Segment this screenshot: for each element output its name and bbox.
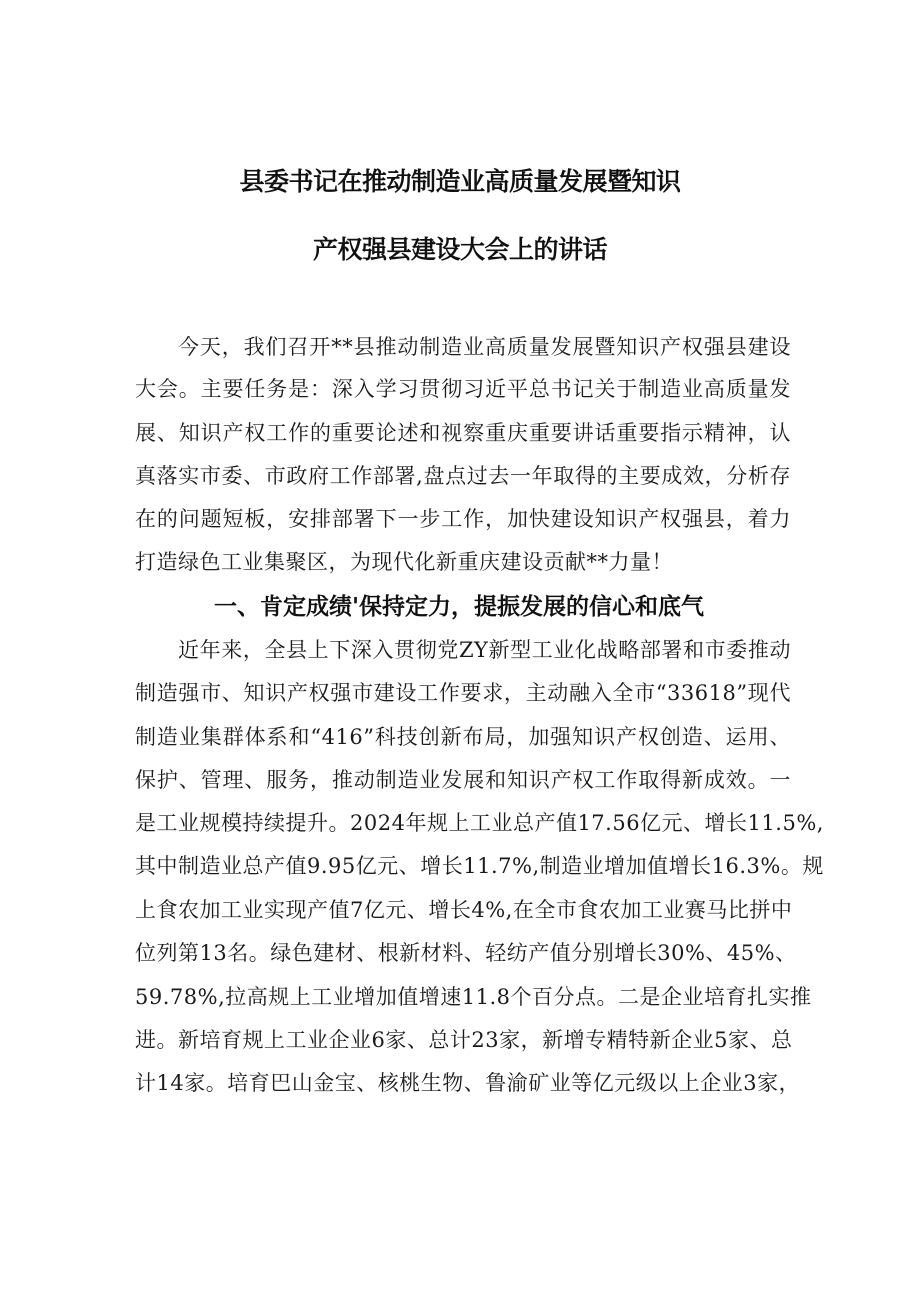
document-title-line-1: 县委书记在推动制造业高质量发展暨知识 bbox=[239, 167, 681, 196]
paragraph-2-line: 计14家。培育巴山金宝、核桃生物、鲁渝矿业等亿元级以上企业3家， bbox=[135, 1071, 801, 1095]
paragraph-1-line: 展、知识产权工作的重要论述和视察重庆重要讲话重要指示精神，认 bbox=[135, 421, 791, 445]
paragraph-2-line: 制造业集群体系和“416”科技创新布局，加强知识产权创造、运用、 bbox=[135, 725, 791, 749]
paragraph-2-line: 是工业规模持续提升。2024年规上工业总产值17.56亿元、增长11.5%, bbox=[135, 811, 824, 835]
paragraph-2-line: 制造强市、知识产权强市建设工作要求，主动融入全市“33618”现代 bbox=[135, 681, 791, 705]
paragraph-2-line: 进。新培育规上工业企业6家、总计23家，新增专精特新企业5家、总 bbox=[135, 1028, 793, 1052]
paragraph-2-line: 近年来，全县上下深入贯彻党ZY新型工业化战略部署和市委推动 bbox=[178, 638, 791, 662]
section-1-heading: 一、肯定成绩'保持定力，提振发展的信心和底气 bbox=[214, 594, 705, 620]
paragraph-1-line: 打造绿色工业集聚区，为现代化新重庆建设贡献**力量！ bbox=[135, 550, 673, 574]
paragraph-1-line: 今天，我们召开**县推动制造业高质量发展暨知识产权强县建设 bbox=[178, 335, 791, 359]
document-title-line-2: 产权强县建设大会上的讲话 bbox=[312, 235, 607, 264]
paragraph-1-line: 在的问题短板，安排部署下一步工作，加快建设知识产权强县，着力 bbox=[135, 507, 791, 531]
paragraph-1-line: 大会。主要任务是：深入学习贯彻习近平总书记关于制造业高质量发 bbox=[135, 377, 791, 401]
paragraph-2-line: 上食农加工业实现产值7亿元、增长4%,在全市食农加工业赛马比拼中 bbox=[135, 898, 793, 922]
paragraph-2-line: 59.78%,拉高规上工业增加值增速11.8个百分点。二是企业培育扎实推 bbox=[135, 985, 812, 1009]
paragraph-2-line: 其中制造业总产值9.95亿元、增长11.7%,制造业增加值增长16.3%。规 bbox=[135, 854, 824, 878]
paragraph-2-line: 位列第13名。绿色建材、根新材料、轻纺产值分别增长30%、45%、 bbox=[135, 941, 797, 965]
paragraph-2-line: 保护、管理、服务，推动制造业发展和知识产权工作取得新成效。一 bbox=[135, 768, 791, 792]
paragraph-1-line: 真落实市委、市政府工作部署,盘点过去一年取得的主要成效，分析存 bbox=[135, 464, 791, 488]
